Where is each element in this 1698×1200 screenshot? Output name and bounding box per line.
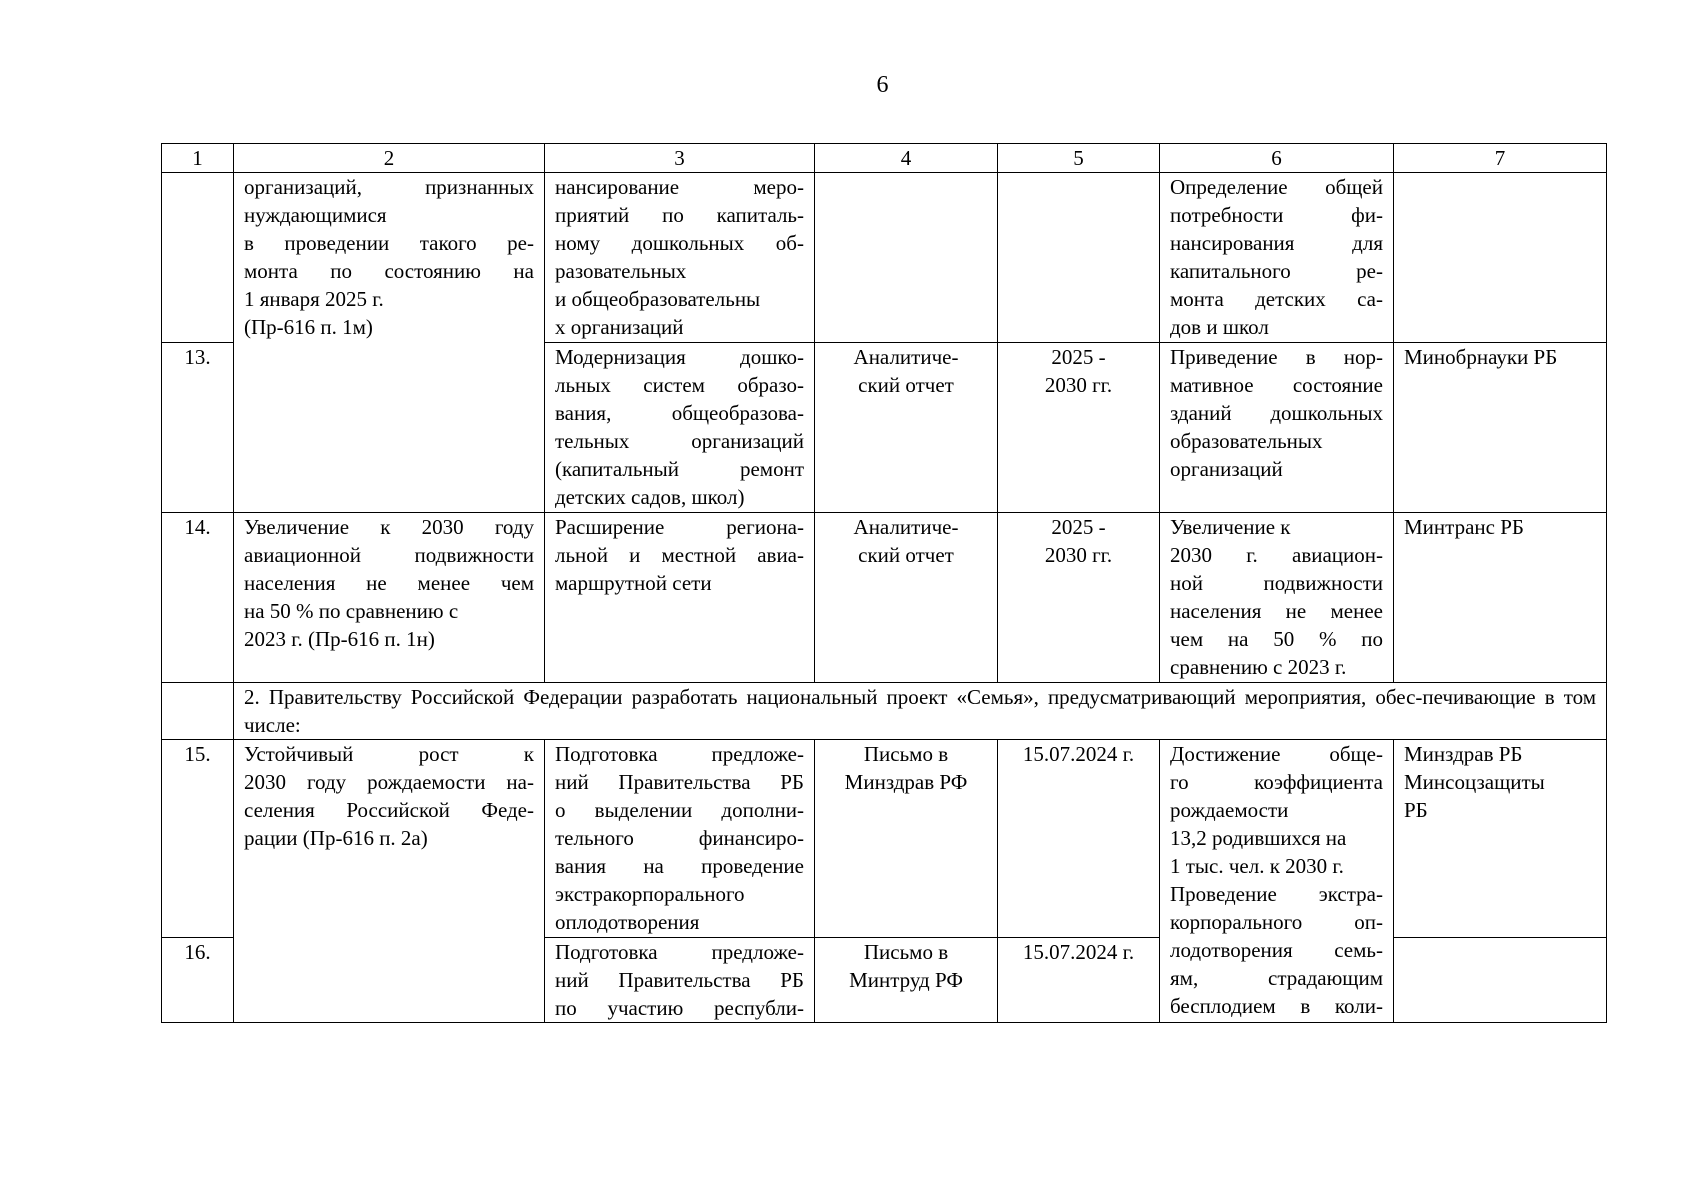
text-line: зданий дошкольных <box>1170 401 1383 425</box>
column-header-7: 7 <box>1394 144 1607 173</box>
text-line: 1 января 2025 г. <box>244 287 384 311</box>
text-line: Минздрав РФ <box>844 770 968 794</box>
measures-table <box>161 143 1607 1023</box>
deadline-cell: 15.07.2024 г. <box>998 938 1160 1023</box>
responsible-cell <box>1394 938 1607 1023</box>
responsible-cell <box>1394 173 1607 343</box>
text-line: 2023 г. (Пр-616 п. 1н) <box>244 627 435 651</box>
text-line: мативное состояние <box>1170 373 1383 397</box>
text-line: образовательных <box>1170 429 1323 453</box>
table-row-continued <box>162 173 1607 343</box>
measure-cell <box>545 513 815 683</box>
text-line: 2030 гг. <box>1044 373 1113 397</box>
text-line: Письмо в <box>863 742 949 766</box>
text-line: 2025 - <box>1051 345 1106 369</box>
responsible-cell <box>1394 740 1607 938</box>
text-line: Письмо в <box>863 940 949 964</box>
text-line: 2030 году рождаемости на- <box>244 770 534 794</box>
document-type-cell <box>815 343 998 513</box>
text-line: населения не менее чем <box>244 571 534 595</box>
row-number <box>162 173 234 343</box>
document-type-cell <box>815 173 998 343</box>
text-line: Модернизация дошко- <box>555 345 804 369</box>
text-line: ному дошкольных об- <box>555 231 804 255</box>
text-line: авиационной подвижности <box>244 543 534 567</box>
column-header-4: 4 <box>815 144 998 173</box>
text-line: детских садов, школ) <box>555 485 745 509</box>
text-line: селения Российской Феде- <box>244 798 534 822</box>
text-line: Минсоцзащиты <box>1404 770 1545 794</box>
text-line: сравнению с 2023 г. <box>1170 655 1347 679</box>
column-header-1: 1 <box>162 144 234 173</box>
text-line: вания, общеобразова- <box>555 401 804 425</box>
row-number: 15. <box>162 740 234 938</box>
text-line: монта по состоянию на <box>244 259 534 283</box>
deadline-cell <box>998 343 1160 513</box>
measure-cell <box>545 343 815 513</box>
responsible-cell: Минобрнауки РБ <box>1394 343 1607 513</box>
goal-cell <box>234 513 545 683</box>
text-line: тельного финансиро- <box>555 826 804 850</box>
section-heading: 2. Правительству Российской Федерации разработать национальный проект «Семья», предусматривающий мероприятия, обес-печивающие в том числе: <box>234 683 1607 740</box>
text-line: оплодотворения <box>555 910 700 934</box>
text-line: Увеличение к 2030 году <box>244 515 534 539</box>
text-line: РБ <box>1404 798 1428 822</box>
header-row <box>162 144 1607 173</box>
text-line: приятий по капиталь- <box>555 203 804 227</box>
text-line: нуждающимися <box>244 203 387 227</box>
text-line: организаций <box>1170 457 1283 481</box>
text-line: Минтруд РФ <box>849 968 963 992</box>
row-number: 16. <box>162 938 234 1023</box>
deadline-cell <box>998 513 1160 683</box>
text-line: льных систем образо- <box>555 373 804 397</box>
text-line: на 50 % по сравнению с <box>244 599 459 623</box>
deadline-cell <box>998 173 1160 343</box>
text-line: Аналитиче- <box>853 515 959 539</box>
text-line: (капитальный ремонт <box>555 457 804 481</box>
row-number: 14. <box>162 513 234 683</box>
text-line: экстракорпорального <box>555 882 745 906</box>
document-type-cell <box>815 513 998 683</box>
column-header-5: 5 <box>998 144 1160 173</box>
text-line: Расширение региона- <box>555 515 804 539</box>
text-line: ний Правительства РБ <box>555 770 804 794</box>
text-line: ной подвижности <box>1170 571 1383 595</box>
column-header-2: 2 <box>234 144 545 173</box>
text-line: Проведение экстра- <box>1170 882 1383 906</box>
goal-cell <box>234 173 545 513</box>
text-line: организаций, признанных <box>244 175 534 199</box>
text-line: монта детских са- <box>1170 287 1383 311</box>
column-header-6: 6 <box>1160 144 1394 173</box>
text-line: рождаемости <box>1170 798 1289 822</box>
text-line: рации (Пр-616 п. 2а) <box>244 826 428 850</box>
text-line: (Пр-616 п. 1м) <box>244 315 373 339</box>
text-line: чем на 50 % по <box>1170 627 1383 651</box>
table-row-14 <box>162 513 1607 683</box>
text-line: о выделении дополни- <box>555 798 804 822</box>
text-line: ний Правительства РБ <box>555 968 804 992</box>
result-cell <box>1160 513 1394 683</box>
column-header-3: 3 <box>545 144 815 173</box>
row-number <box>162 683 234 740</box>
deadline-cell: 15.07.2024 г. <box>998 740 1160 938</box>
text-line: Достижение обще- <box>1170 742 1383 766</box>
text-line: корпорального оп- <box>1170 910 1383 934</box>
result-cell <box>1160 740 1394 1023</box>
text-line: Устойчивый рост к <box>244 742 534 766</box>
text-line: разовательных <box>555 259 687 283</box>
table-row-15 <box>162 740 1607 938</box>
text-line: Приведение в нор- <box>1170 345 1383 369</box>
page-number: 6 <box>876 72 889 98</box>
result-cell <box>1160 173 1394 343</box>
text-line: 13,2 родившихся на <box>1170 826 1347 850</box>
text-line: лодотворения семь- <box>1170 938 1383 962</box>
text-line: х организаций <box>555 315 684 339</box>
text-line: дов и школ <box>1170 315 1269 339</box>
text-line: маршрутной сети <box>555 571 712 595</box>
text-line: по участию республи- <box>555 996 804 1020</box>
text-line: нансирование меро- <box>555 175 804 199</box>
text-line: населения не менее <box>1170 599 1383 623</box>
goal-cell <box>234 740 545 1023</box>
responsible-cell: Минтранс РБ <box>1394 513 1607 683</box>
result-cell <box>1160 343 1394 513</box>
text-line: в проведении такого ре- <box>244 231 534 255</box>
text-line: потребности фи- <box>1170 203 1383 227</box>
text-line: Минздрав РБ <box>1404 742 1523 766</box>
text-line: 1 тыс. чел. к 2030 г. <box>1170 854 1344 878</box>
text-line: Аналитиче- <box>853 345 959 369</box>
text-line: 2030 гг. <box>1044 543 1113 567</box>
text-line: льной и местной авиа- <box>555 543 804 567</box>
measure-cell <box>545 740 815 938</box>
text-line: ям, страдающим <box>1170 966 1383 990</box>
text-line: Подготовка предложе- <box>555 940 804 964</box>
text-line: 2025 - <box>1051 515 1106 539</box>
text-line: бесплодием в коли- <box>1170 994 1383 1018</box>
text-line: вания на проведение <box>555 854 804 878</box>
measure-cell <box>545 173 815 343</box>
document-type-cell <box>815 938 998 1023</box>
measure-cell <box>545 938 815 1023</box>
text-line: капитального ре- <box>1170 259 1383 283</box>
text-line: нансирования для <box>1170 231 1383 255</box>
text-line: 2030 г. авиацион- <box>1170 543 1383 567</box>
text-line: тельных организаций <box>555 429 804 453</box>
section-heading-row <box>162 683 1607 740</box>
text-line: ский отчет <box>858 373 954 397</box>
document-type-cell <box>815 740 998 938</box>
text-line: го коэффициента <box>1170 770 1383 794</box>
text-line: Определение общей <box>1170 175 1383 199</box>
text-line: Увеличение к <box>1170 515 1291 539</box>
text-line: Подготовка предложе- <box>555 742 804 766</box>
text-line: ский отчет <box>858 543 954 567</box>
row-number: 13. <box>162 343 234 513</box>
text-line: и общеобразовательны <box>555 287 761 311</box>
